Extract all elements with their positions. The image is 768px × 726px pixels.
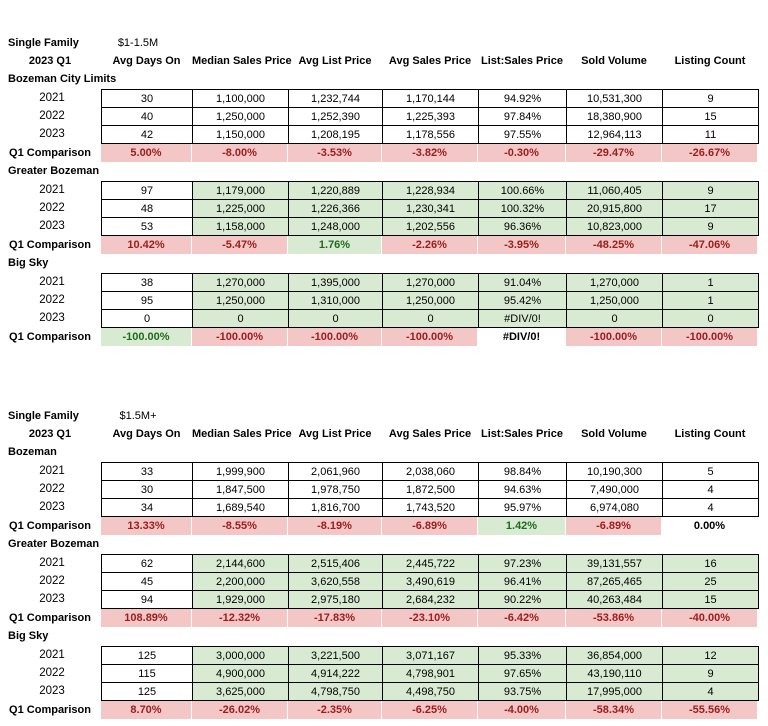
comparison-value: -2.26% (382, 236, 477, 254)
year-label: 2023 (39, 593, 65, 605)
comparison-value: -8.55% (192, 517, 287, 535)
data-grid (101, 462, 759, 517)
table-row (102, 555, 759, 573)
year-row (0, 682, 100, 700)
table-cell: 16 (663, 555, 759, 573)
table-cell: 125 (102, 683, 193, 701)
table-cell: 1,847,500 (193, 481, 289, 499)
table-cell: 2,445,722 (383, 555, 479, 573)
table-cell: 39,131,557 (567, 555, 663, 573)
table-cell: #DIV/0! (479, 310, 567, 328)
comparison-value: -29.47% (566, 144, 661, 162)
comparison-value: -8.00% (192, 144, 287, 162)
table-cell: 93.75% (479, 683, 567, 701)
year-row (0, 291, 100, 309)
table-cell: 1,225,393 (383, 108, 479, 126)
comparison-value: -5.47% (192, 236, 287, 254)
column-header: Listing Count (674, 55, 746, 67)
column-header: Avg Sales Price (388, 428, 472, 440)
table-cell: 1,230,341 (383, 200, 479, 218)
table-cell: 0 (567, 310, 663, 328)
table-cell: 1,395,000 (289, 274, 383, 292)
table-cell: 91.04% (479, 274, 567, 292)
year-label: 2022 (39, 202, 65, 214)
comparison-value: -47.06% (662, 236, 757, 254)
table-title-row (0, 34, 768, 52)
section-header-row (0, 535, 768, 553)
column-header: Median Sales Price (192, 428, 292, 440)
table-cell: 95 (102, 292, 193, 310)
section-name: Big Sky (8, 257, 49, 269)
year-row (0, 89, 100, 107)
table-cell: 125 (102, 647, 193, 665)
table-cell: 2,684,232 (383, 591, 479, 609)
year-label: 2023 (39, 220, 65, 232)
table-cell: 0 (289, 310, 383, 328)
comparison-value: 0.00% (693, 520, 726, 532)
table-cell: 4,498,750 (383, 683, 479, 701)
header-row (0, 52, 768, 70)
table-cell: 1,250,000 (383, 292, 479, 310)
year-row (0, 646, 100, 664)
column-header: List:Sales Price (481, 55, 563, 67)
table-cell: 96.36% (479, 218, 567, 236)
comparison-label: Q1 Comparison (9, 520, 91, 532)
table-row (102, 292, 759, 310)
table-row (102, 463, 759, 481)
comparison-value: -2.35% (288, 701, 381, 719)
section-header-row (0, 162, 768, 180)
comparison-value: -6.25% (382, 701, 477, 719)
year-row (0, 309, 100, 327)
comparison-value: -8.19% (288, 517, 381, 535)
table-row (102, 182, 759, 200)
table-cell: 9 (663, 218, 759, 236)
year-row (0, 590, 100, 608)
table-cell: 0 (383, 310, 479, 328)
comparison-label: Q1 Comparison (9, 331, 91, 343)
comparison-value: -6.42% (478, 609, 565, 627)
year-label: 2023 (39, 128, 65, 140)
comparison-value: 108.89% (101, 609, 191, 627)
comparison-value: -4.00% (478, 701, 565, 719)
comparison-label: Q1 Comparison (9, 612, 91, 624)
comparison-value: -55.56% (662, 701, 757, 719)
comparison-value: -12.32% (192, 609, 287, 627)
table-cell: 1,228,934 (383, 182, 479, 200)
year-label: 2023 (39, 312, 65, 324)
table-cell: 7,490,000 (567, 481, 663, 499)
section-header-row (0, 627, 768, 645)
comparison-value: -100.00% (566, 328, 661, 346)
table-cell: 1,270,000 (193, 274, 289, 292)
table-cell: 11,060,405 (567, 182, 663, 200)
table-cell: 15 (663, 108, 759, 126)
table-cell: 4,914,222 (289, 665, 383, 683)
year-label: 2022 (39, 483, 65, 495)
comparison-row (0, 236, 768, 254)
comparison-value: -3.82% (382, 144, 477, 162)
table-cell: 1,226,366 (289, 200, 383, 218)
table-cell: 10,823,000 (567, 218, 663, 236)
table-cell: 1 (663, 292, 759, 310)
table-cell: 96.41% (479, 573, 567, 591)
table-cell: 30 (102, 90, 193, 108)
table-cell: 1,178,556 (383, 126, 479, 144)
section-name: Bozeman City Limits (8, 73, 117, 85)
year-row (0, 664, 100, 682)
table-cell: 38 (102, 274, 193, 292)
table-cell: 10,190,300 (567, 463, 663, 481)
table-cell: 0 (102, 310, 193, 328)
table-cell: 5 (663, 463, 759, 481)
table-cell: 4,798,750 (289, 683, 383, 701)
table-cell: 45 (102, 573, 193, 591)
year-row (0, 572, 100, 590)
comparison-value: -3.53% (288, 144, 381, 162)
comparison-row (0, 144, 768, 162)
comparison-value: -100.00% (288, 328, 381, 346)
table-cell: 36,854,000 (567, 647, 663, 665)
section-name: Bozeman (8, 446, 57, 458)
table-cell: 17,995,000 (567, 683, 663, 701)
table-cell: 30 (102, 481, 193, 499)
year-row (0, 554, 100, 572)
period-label: 2023 Q1 (28, 55, 72, 67)
year-label: 2022 (39, 110, 65, 122)
year-label: 2023 (39, 501, 65, 513)
table-row (102, 274, 759, 292)
year-row (0, 125, 100, 143)
table-row (102, 683, 759, 701)
comparison-value: 13.33% (101, 517, 191, 535)
year-label: 2022 (39, 294, 65, 306)
table-cell: 1,270,000 (567, 274, 663, 292)
comparison-label: Q1 Comparison (9, 239, 91, 251)
table-row (102, 200, 759, 218)
comparison-value: 5.00% (101, 144, 191, 162)
year-label: 2021 (39, 557, 65, 569)
table-cell: 40,263,484 (567, 591, 663, 609)
table-cell: 25 (663, 573, 759, 591)
table-cell: 33 (102, 463, 193, 481)
table-cell: 20,915,800 (567, 200, 663, 218)
table-row (102, 90, 759, 108)
table-cell: 97.65% (479, 665, 567, 683)
comparison-value: #DIV/0! (502, 331, 541, 343)
table-cell: 1,250,000 (567, 292, 663, 310)
comparison-value: -0.30% (478, 144, 565, 162)
comparison-value: -26.67% (662, 144, 757, 162)
table-cell: 4 (663, 481, 759, 499)
comparison-value: -100.00% (662, 328, 757, 346)
table-cell: 1,158,000 (193, 218, 289, 236)
table-cell: 42 (102, 126, 193, 144)
comparison-row (0, 517, 768, 535)
table-cell: 1 (663, 274, 759, 292)
section-name: Big Sky (8, 630, 49, 642)
table-cell: 0 (193, 310, 289, 328)
table-cell: 3,071,167 (383, 647, 479, 665)
comparison-value: -40.00% (662, 609, 757, 627)
table-cell: 1,179,000 (193, 182, 289, 200)
table-cell: 3,625,000 (193, 683, 289, 701)
table-cell: 3,620,558 (289, 573, 383, 591)
year-label: 2023 (39, 685, 65, 697)
table-cell: 1,250,000 (193, 292, 289, 310)
section-header-row (0, 443, 768, 461)
table-cell: 1,310,000 (289, 292, 383, 310)
year-row (0, 498, 100, 516)
table-cell: 1,999,900 (193, 463, 289, 481)
table-cell: 12 (663, 647, 759, 665)
table-cell: 2,200,000 (193, 573, 289, 591)
table-cell: 4 (663, 683, 759, 701)
year-label: 2022 (39, 575, 65, 587)
comparison-value: 8.70% (101, 701, 191, 719)
table-cell: 94.92% (479, 90, 567, 108)
section-name: Greater Bozeman (8, 165, 100, 177)
year-label: 2021 (39, 276, 65, 288)
table-cell: 2,038,060 (383, 463, 479, 481)
table-cell: 1,100,000 (193, 90, 289, 108)
table-cell: 10,531,300 (567, 90, 663, 108)
price-range: $1.5M+ (119, 410, 157, 422)
table-cell: 48 (102, 200, 193, 218)
table-cell: 1,220,889 (289, 182, 383, 200)
year-label: 2021 (39, 465, 65, 477)
comparison-value: -6.89% (566, 517, 661, 535)
table-cell: 95.42% (479, 292, 567, 310)
table-cell: 15 (663, 591, 759, 609)
year-row (0, 107, 100, 125)
year-row (0, 480, 100, 498)
comparison-value: -48.25% (566, 236, 661, 254)
table-cell: 1,816,700 (289, 499, 383, 517)
table-cell: 2,061,960 (289, 463, 383, 481)
table-cell: 94.63% (479, 481, 567, 499)
comparison-value: -100.00% (192, 328, 287, 346)
data-grid (101, 273, 759, 328)
table-cell: 1,232,744 (289, 90, 383, 108)
comparison-value: -26.02% (192, 701, 287, 719)
column-header: Avg Sales Price (388, 55, 472, 67)
column-header: Avg Days On (112, 428, 181, 440)
table-cell: 0 (663, 310, 759, 328)
section-header-row (0, 70, 768, 88)
table-cell: 1,248,000 (289, 218, 383, 236)
table-cell: 4,798,901 (383, 665, 479, 683)
table-cell: 6,974,080 (567, 499, 663, 517)
year-label: 2022 (39, 667, 65, 679)
year-label: 2021 (39, 649, 65, 661)
price-range: $1-1.5M (117, 37, 159, 49)
table-cell: 98.84% (479, 463, 567, 481)
column-header: Sold Volume (581, 428, 647, 440)
data-grid (101, 89, 759, 144)
comparison-value: 1.76% (288, 236, 381, 254)
comparison-value: -6.89% (382, 517, 477, 535)
comparison-value: -100.00% (101, 328, 191, 346)
table-title: Single Family (8, 410, 79, 422)
table-cell: 100.66% (479, 182, 567, 200)
year-row (0, 462, 100, 480)
table-cell: 1,250,000 (193, 108, 289, 126)
comparison-value: -58.34% (566, 701, 661, 719)
table-cell: 95.33% (479, 647, 567, 665)
table-cell: 1,743,520 (383, 499, 479, 517)
column-header: Avg List Price (298, 428, 372, 440)
comparison-value: -3.95% (478, 236, 565, 254)
table-row (102, 126, 759, 144)
comparison-value: -23.10% (382, 609, 477, 627)
table-cell: 4 (663, 499, 759, 517)
comparison-value: 10.42% (101, 236, 191, 254)
table-cell: 115 (102, 665, 193, 683)
table-cell: 100.32% (479, 200, 567, 218)
year-label: 2021 (39, 92, 65, 104)
table-cell: 11 (663, 126, 759, 144)
column-header: List:Sales Price (481, 428, 563, 440)
comparison-label: Q1 Comparison (9, 147, 91, 159)
year-row (0, 217, 100, 235)
table-row (102, 647, 759, 665)
table-cell: 97 (102, 182, 193, 200)
table-cell: 90.22% (479, 591, 567, 609)
comparison-value: -17.83% (288, 609, 381, 627)
table-cell: 9 (663, 182, 759, 200)
table-cell: 53 (102, 218, 193, 236)
table-cell: 2,975,180 (289, 591, 383, 609)
table-row (102, 310, 759, 328)
year-label: 2021 (39, 184, 65, 196)
table-cell: 3,000,000 (193, 647, 289, 665)
table-cell: 97.84% (479, 108, 567, 126)
comparison-row (0, 609, 768, 627)
table-cell: 1,202,556 (383, 218, 479, 236)
period-label: 2023 Q1 (28, 428, 72, 440)
column-header: Avg Days On (112, 55, 181, 67)
table-cell: 1,252,390 (289, 108, 383, 126)
comparison-row (0, 328, 768, 346)
table-row (102, 108, 759, 126)
table-cell: 95.97% (479, 499, 567, 517)
table-cell: 4,900,000 (193, 665, 289, 683)
table-row (102, 573, 759, 591)
comparison-label: Q1 Comparison (9, 704, 91, 716)
column-header: Median Sales Price (192, 55, 292, 67)
data-grid (101, 554, 759, 609)
table-cell: 1,872,500 (383, 481, 479, 499)
data-grid (101, 181, 759, 236)
column-header: Avg List Price (298, 55, 372, 67)
table-cell: 3,221,500 (289, 647, 383, 665)
table-title: Single Family (8, 37, 79, 49)
data-grid (101, 646, 759, 701)
header-row (0, 425, 768, 443)
table-title-row (0, 407, 768, 425)
table-row (102, 591, 759, 609)
table-cell: 43,190,110 (567, 665, 663, 683)
table-cell: 87,265,465 (567, 573, 663, 591)
year-row (0, 181, 100, 199)
table-cell: 1,225,000 (193, 200, 289, 218)
table-cell: 1,929,000 (193, 591, 289, 609)
table-cell: 3,490,619 (383, 573, 479, 591)
section-name: Greater Bozeman (8, 538, 100, 550)
column-header: Sold Volume (581, 55, 647, 67)
comparison-value: 1.42% (478, 517, 565, 535)
table-cell: 2,144,600 (193, 555, 289, 573)
table-cell: 2,515,406 (289, 555, 383, 573)
table-cell: 1,270,000 (383, 274, 479, 292)
table-cell: 62 (102, 555, 193, 573)
table-cell: 34 (102, 499, 193, 517)
year-row (0, 273, 100, 291)
comparison-value: -100.00% (382, 328, 477, 346)
table-cell: 12,964,113 (567, 126, 663, 144)
table-row (102, 499, 759, 517)
section-header-row (0, 254, 768, 272)
table-cell: 9 (663, 665, 759, 683)
table-cell: 1,170,144 (383, 90, 479, 108)
table-cell: 97.55% (479, 126, 567, 144)
table-cell: 97.23% (479, 555, 567, 573)
table-row (102, 665, 759, 683)
comparison-value: -53.86% (566, 609, 661, 627)
table-cell: 94 (102, 591, 193, 609)
table-cell: 1,978,750 (289, 481, 383, 499)
table-cell: 1,208,195 (289, 126, 383, 144)
table-cell: 18,380,900 (567, 108, 663, 126)
column-header: Listing Count (674, 428, 746, 440)
table-cell: 17 (663, 200, 759, 218)
table-row (102, 218, 759, 236)
table-cell: 1,150,000 (193, 126, 289, 144)
comparison-row (0, 701, 768, 719)
year-row (0, 199, 100, 217)
table-row (102, 481, 759, 499)
table-cell: 1,689,540 (193, 499, 289, 517)
table-cell: 40 (102, 108, 193, 126)
table-cell: 9 (663, 90, 759, 108)
